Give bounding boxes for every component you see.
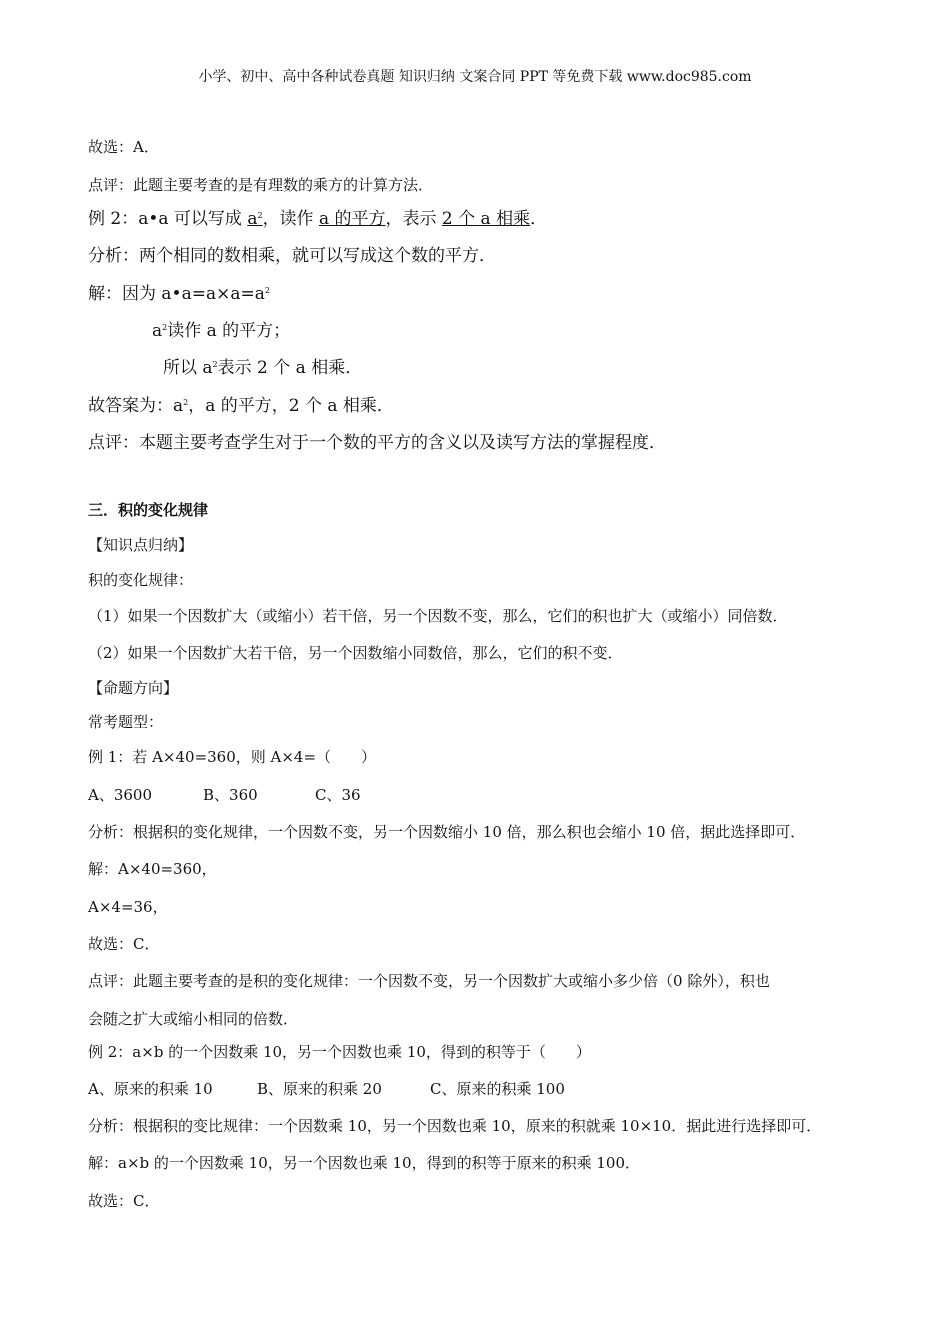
text: ． xyxy=(530,209,548,229)
text: ，读作 xyxy=(262,209,319,229)
option-a: A、3600 xyxy=(88,786,153,804)
solution-line-1: 解：A×40=360， xyxy=(88,860,217,878)
example-1-question: 例 1：若 A×40=360，则 A×4=（ ） xyxy=(88,748,377,766)
text: ，a 的平方，2 个 a 相乘． xyxy=(188,396,394,416)
example-2b-options xyxy=(88,1079,565,1099)
section-title: 三．积的变化规律 xyxy=(88,501,209,519)
solution-line-2 xyxy=(152,320,290,342)
superscript: 2 xyxy=(162,323,168,332)
text: 例 2：a•a 可以写成 xyxy=(88,209,248,229)
solution-line-3 xyxy=(163,357,362,379)
review-line: 点评：本题主要考查学生对于一个数的平方的含义以及读写方法的掌握程度． xyxy=(88,433,666,453)
text: ，表示 xyxy=(385,209,442,229)
option-b: B、原来的积乘 20 xyxy=(257,1080,382,1098)
superscript: 2 xyxy=(183,398,189,407)
review-line-1: 点评：此题主要考查的是积的变化规律：一个因数不变，另一个因数扩大或缩小多少倍（0 除外），积也 xyxy=(88,972,770,990)
example-1-options xyxy=(88,785,361,805)
text: 故答案为：a xyxy=(88,396,184,416)
text: 所以 a xyxy=(163,358,213,378)
knowledge-heading: 【知识点归纳】 xyxy=(88,536,194,554)
example-2-question xyxy=(88,208,547,230)
text: a xyxy=(247,209,258,229)
rule-2: （2）如果一个因数扩大若干倍，另一个因数缩小同数倍，那么，它们的积不变． xyxy=(88,644,623,662)
rule-1: （1）如果一个因数扩大（或缩小）若干倍，另一个因数不变，那么，它们的积也扩大（或缩小）同倍数． xyxy=(88,607,788,625)
answer-blank-3: 2 个 a 相乘 xyxy=(441,209,531,229)
rule-title: 积的变化规律： xyxy=(88,571,194,589)
answer-line: 故选：C． xyxy=(88,1192,160,1210)
option-b: B、360 xyxy=(203,786,258,804)
text: 解：因为 a•a=a×a=a xyxy=(88,284,265,304)
text: 读作 a 的平方； xyxy=(167,321,291,341)
analysis-line: 分析：根据积的变化规律，一个因数不变，另一个因数缩小 10 倍，那么积也会缩小 10 倍，据此选择即可． xyxy=(88,823,806,841)
superscript: 2 xyxy=(264,286,270,295)
answer-line: 故选：A． xyxy=(88,138,159,156)
answer-blank-1 xyxy=(247,209,262,229)
answer-blank-2: a 的平方 xyxy=(318,209,386,229)
solution-line: 解：a×b 的一个因数乘 10，另一个因数也乘 10，得到的积等于原来的积乘 100． xyxy=(88,1154,640,1172)
page-header: 小学、初中、高中各种试卷真题 知识归纳 文案合同 PPT 等免费下载 www.doc985.com xyxy=(198,69,752,85)
review-line-2: 会随之扩大或缩小相同的倍数． xyxy=(88,1010,299,1028)
text: a xyxy=(152,321,163,341)
option-c: C、原来的积乘 100 xyxy=(430,1080,565,1098)
superscript: 2 xyxy=(212,360,218,369)
direction-heading: 【命题方向】 xyxy=(88,679,179,697)
solution-line-1 xyxy=(88,283,270,305)
final-answer-line xyxy=(88,395,394,417)
analysis-line: 分析：两个相同的数相乘，就可以写成这个数的平方． xyxy=(88,246,496,266)
option-a: A、原来的积乘 10 xyxy=(88,1080,213,1098)
example-2b-question: 例 2：a×b 的一个因数乘 10，另一个因数也乘 10，得到的积等于（ ） xyxy=(88,1043,591,1061)
superscript: 2 xyxy=(257,211,263,220)
option-c: C、36 xyxy=(315,786,361,804)
answer-line: 故选：C． xyxy=(88,935,160,953)
solution-line-2: A×4=36， xyxy=(88,898,168,916)
analysis-line: 分析：根据积的变比规律：一个因数乘 10，另一个因数也乘 10，原来的积就乘 10×10．据此进行选择即可． xyxy=(88,1117,822,1135)
text: 表示 2 个 a 相乘． xyxy=(217,358,363,378)
review-line: 点评：此题主要考查的是有理数的乘方的计算方法． xyxy=(88,176,434,194)
common-types: 常考题型： xyxy=(88,713,164,731)
